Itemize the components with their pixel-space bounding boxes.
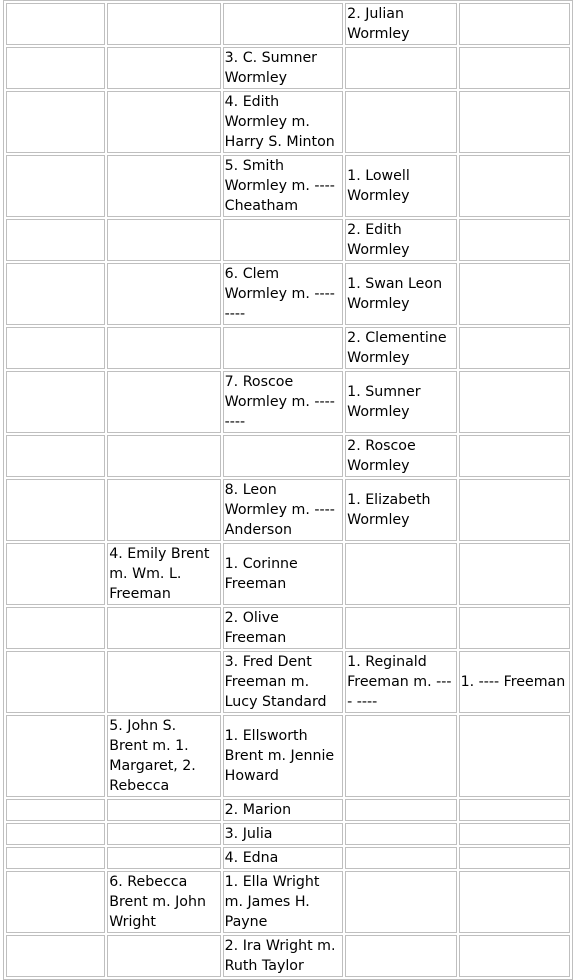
generation-5-cell	[459, 435, 570, 477]
generation-3-cell: 1. Corinne Freeman	[223, 543, 344, 605]
generation-4-cell: 2. Roscoe Wormley	[345, 435, 456, 477]
generation-3-cell: 4. Edna	[223, 847, 344, 869]
generation-5-cell	[459, 823, 570, 845]
generation-2-cell	[107, 263, 220, 325]
generation-1-cell	[6, 799, 105, 821]
generation-2-cell	[107, 371, 220, 433]
generation-3-cell	[223, 327, 344, 369]
genealogy-table	[3, 0, 573, 980]
generation-1-cell	[6, 263, 105, 325]
generation-3-cell: 1. Ellsworth Brent m. Jennie Howard	[223, 715, 344, 797]
table-row	[6, 263, 570, 325]
generation-5-cell	[459, 799, 570, 821]
generation-5-cell	[459, 219, 570, 261]
generation-2-cell	[107, 435, 220, 477]
generation-2-cell	[107, 847, 220, 869]
generation-1-cell	[6, 479, 105, 541]
generation-2-cell	[107, 47, 220, 89]
generation-2-cell	[107, 3, 220, 45]
generation-4-cell	[345, 823, 456, 845]
generation-3-cell: 2. Marion	[223, 799, 344, 821]
generation-3-cell	[223, 3, 344, 45]
generation-4-cell: 2. Julian Wormley	[345, 3, 456, 45]
generation-2-cell	[107, 91, 220, 153]
generation-5-cell	[459, 91, 570, 153]
generation-2-cell: 6. Rebecca Brent m. John Wright	[107, 871, 220, 933]
generation-2-cell: 5. John S. Brent m. 1. Margaret, 2. Rebecca	[107, 715, 220, 797]
generation-4-cell	[345, 871, 456, 933]
generation-5-cell: 1. ---- Freeman	[459, 651, 570, 713]
generation-2-cell	[107, 155, 220, 217]
table-row	[6, 715, 570, 797]
table-row	[6, 219, 570, 261]
table-row	[6, 607, 570, 649]
generation-4-cell: 2. Clementine Wormley	[345, 327, 456, 369]
generation-4-cell	[345, 543, 456, 605]
generation-3-cell: 3. C. Sumner Wormley	[223, 47, 344, 89]
generation-4-cell	[345, 91, 456, 153]
generation-4-cell	[345, 47, 456, 89]
table-row	[6, 155, 570, 217]
generation-1-cell	[6, 823, 105, 845]
generation-5-cell	[459, 155, 570, 217]
table-row	[6, 371, 570, 433]
generation-3-cell: 4. Edith Wormley m. Harry S. Minton	[223, 91, 344, 153]
generation-1-cell	[6, 371, 105, 433]
generation-3-cell: 2. Ira Wright m. Ruth Taylor	[223, 935, 344, 977]
generation-5-cell	[459, 371, 570, 433]
generation-5-cell	[459, 263, 570, 325]
generation-3-cell: 3. Julia	[223, 823, 344, 845]
generation-4-cell: 2. Edith Wormley	[345, 219, 456, 261]
table-row	[6, 651, 570, 713]
generation-5-cell	[459, 607, 570, 649]
generation-5-cell	[459, 715, 570, 797]
generation-5-cell	[459, 3, 570, 45]
generation-5-cell	[459, 47, 570, 89]
generation-3-cell: 6. Clem Wormley m. ---- ----	[223, 263, 344, 325]
generation-2-cell	[107, 651, 220, 713]
table-row	[6, 871, 570, 933]
generation-2-cell	[107, 935, 220, 977]
table-row	[6, 479, 570, 541]
table-row	[6, 935, 570, 977]
generation-1-cell	[6, 715, 105, 797]
generation-2-cell: 4. Emily Brent m. Wm. L. Freeman	[107, 543, 220, 605]
generation-2-cell	[107, 219, 220, 261]
generation-1-cell	[6, 155, 105, 217]
table-row	[6, 91, 570, 153]
generation-5-cell	[459, 935, 570, 977]
generation-4-cell	[345, 935, 456, 977]
generation-1-cell	[6, 935, 105, 977]
table-row	[6, 543, 570, 605]
generation-4-cell	[345, 847, 456, 869]
generation-1-cell	[6, 607, 105, 649]
generation-4-cell: 1. Sumner Wormley	[345, 371, 456, 433]
generation-1-cell	[6, 327, 105, 369]
table-row	[6, 799, 570, 821]
generation-4-cell: 1. Reginald Freeman m. ---- ----	[345, 651, 456, 713]
table-row	[6, 435, 570, 477]
generation-3-cell	[223, 435, 344, 477]
generation-1-cell	[6, 435, 105, 477]
generation-1-cell	[6, 543, 105, 605]
table-row	[6, 3, 570, 45]
generation-5-cell	[459, 327, 570, 369]
generation-3-cell: 5. Smith Wormley m. ---- Cheatham	[223, 155, 344, 217]
generation-2-cell	[107, 607, 220, 649]
generation-4-cell	[345, 607, 456, 649]
generation-1-cell	[6, 847, 105, 869]
generation-3-cell: 8. Leon Wormley m. ---- Anderson	[223, 479, 344, 541]
generation-3-cell: 3. Fred Dent Freeman m. Lucy Standard	[223, 651, 344, 713]
generation-4-cell: 1. Swan Leon Wormley	[345, 263, 456, 325]
generation-1-cell	[6, 219, 105, 261]
generation-3-cell: 1. Ella Wright m. James H. Payne	[223, 871, 344, 933]
generation-2-cell	[107, 479, 220, 541]
generation-4-cell	[345, 799, 456, 821]
generation-2-cell	[107, 823, 220, 845]
generation-5-cell	[459, 543, 570, 605]
generation-1-cell	[6, 651, 105, 713]
generation-1-cell	[6, 871, 105, 933]
generation-1-cell	[6, 3, 105, 45]
generation-2-cell	[107, 327, 220, 369]
table-row	[6, 47, 570, 89]
generation-5-cell	[459, 479, 570, 541]
table-row	[6, 327, 570, 369]
generation-1-cell	[6, 91, 105, 153]
genealogy-table-body	[6, 3, 570, 977]
generation-1-cell	[6, 47, 105, 89]
generation-3-cell: 7. Roscoe Wormley m. ---- ----	[223, 371, 344, 433]
generation-4-cell	[345, 715, 456, 797]
generation-5-cell	[459, 847, 570, 869]
generation-4-cell: 1. Elizabeth Wormley	[345, 479, 456, 541]
generation-5-cell	[459, 871, 570, 933]
generation-3-cell	[223, 219, 344, 261]
generation-4-cell: 1. Lowell Wormley	[345, 155, 456, 217]
table-row	[6, 823, 570, 845]
generation-2-cell	[107, 799, 220, 821]
table-row	[6, 847, 570, 869]
generation-3-cell: 2. Olive Freeman	[223, 607, 344, 649]
